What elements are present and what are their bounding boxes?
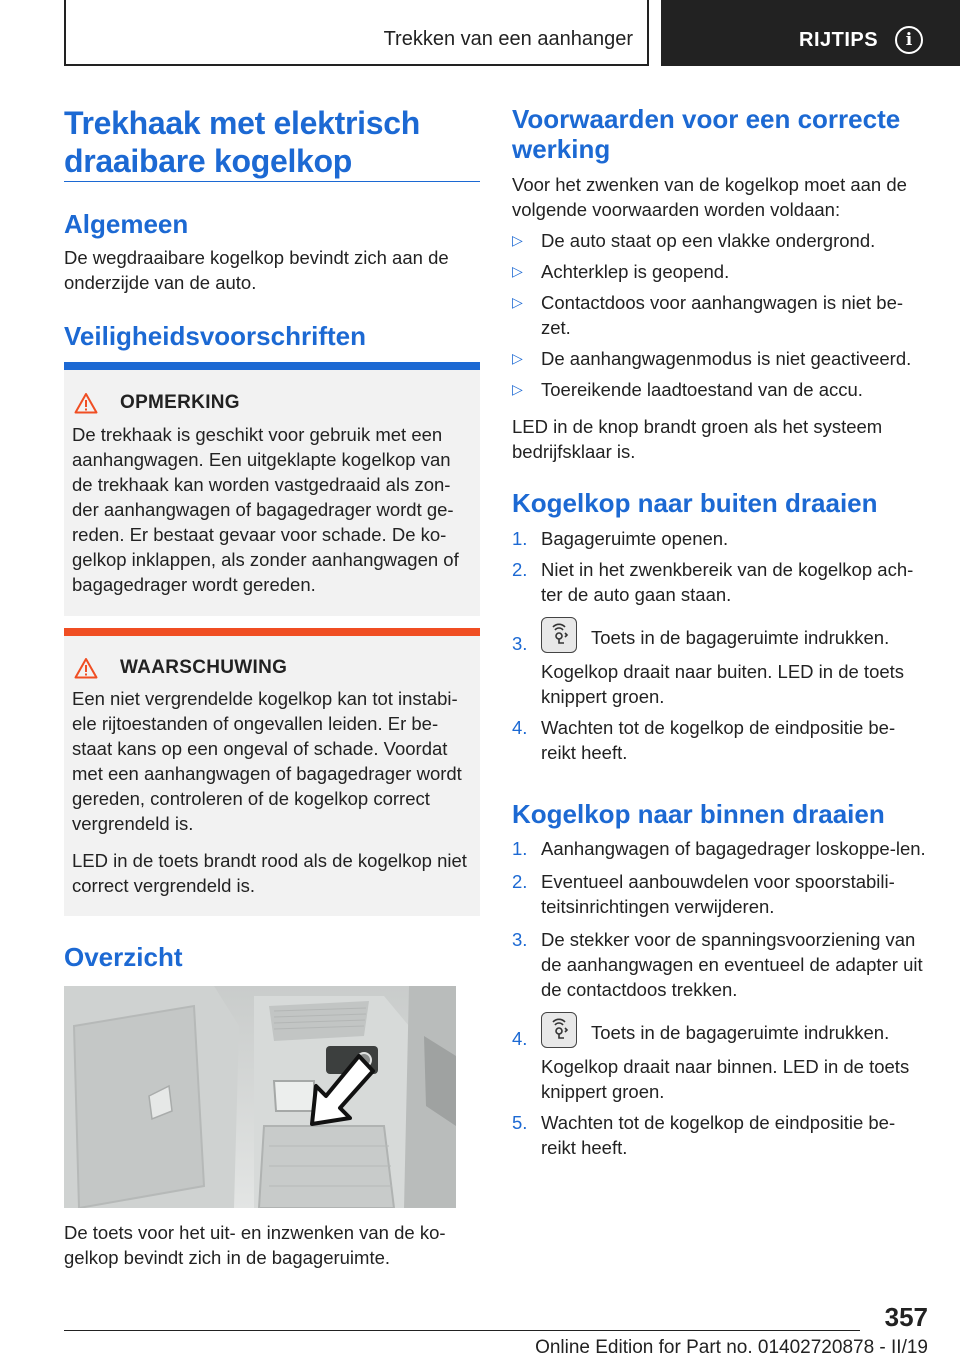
out-step: 4. Wachten tot de kogelkop de eindpositie be-reikt heeft. (512, 717, 896, 763)
footer-rule (64, 1330, 860, 1331)
trailer-hitch-button-icon (541, 617, 577, 653)
footer-edition: Online Edition for Part no. 01402720878 - II/19 (535, 1337, 928, 1358)
info-icon: i (895, 26, 923, 54)
warning-text: Een niet vergrendelde kogelkop kan tot instabi-ele rijtoestanden of ongevallen leiden. Er be-staat kans op een ongeval of schade. Voordat met een aanhangwagen of bagagedrager wordt gereden, controleren of de kogelkop correct vergrendeld is. (72, 688, 462, 834)
triangle-bullet-icon: ▷ (512, 263, 523, 279)
notice-header (74, 392, 240, 414)
conditions-intro: Voor het zwenken van de kogelkop moet aan de volgende voorwaarden worden voldaan: (512, 174, 907, 220)
notice-bar (64, 362, 480, 370)
led-text: LED in de knop brandt groen als het systeem bedrijfsklaar is. (512, 416, 883, 462)
in-heading: Kogelkop naar binnen draaien (512, 799, 885, 829)
triangle-bullet-icon: ▷ (512, 232, 523, 248)
title-rule (64, 181, 480, 182)
photo-caption: De toets voor het uit- en inzwenken van de ko-gelkop bevindt zich in de bagageruimte. (64, 1222, 446, 1268)
out-heading: Kogelkop naar buiten draaien (512, 488, 878, 518)
out-step: 3. Toets in de bagageruimte indrukken. Kogelkop draait naar buiten. LED in de toets knippert groen. (512, 621, 928, 709)
header-chapter-title: RIJTIPS (799, 29, 879, 51)
triangle-bullet-icon: ▷ (512, 381, 523, 397)
general-heading: Algemeen (64, 209, 189, 239)
condition-item: ▷ Toereikende laadtoestand van de accu. (512, 379, 863, 400)
out-steps (512, 526, 928, 765)
warning-header (74, 657, 287, 679)
trunk-photo (64, 986, 456, 1208)
notice-box (64, 362, 480, 616)
out-step-result: Kogelkop draait naar buiten. LED in de toets knippert groen. (541, 661, 905, 707)
in-step: 5. Wachten tot de kogelkop de eindpositie be-reikt heeft. (512, 1112, 896, 1158)
header-section-title: Trekken van een aanhanger (383, 28, 633, 50)
warning-bar (64, 628, 480, 636)
triangle-bullet-icon: ▷ (512, 294, 523, 310)
main-title: Trekhaak met elektrisch draaibare kogelkop (64, 105, 420, 179)
out-step: 1. Bagageruimte openen. (512, 528, 729, 549)
conditions-heading: Voorwaarden voor een correcte werking (512, 104, 901, 164)
warning-title: WAARSCHUWING (120, 657, 288, 678)
out-step: 2. Niet in het zwenkbereik van de kogelkop ach-ter de auto gaan staan. (512, 559, 914, 605)
condition-item: ▷ De auto staat op een vlakke ondergrond. (512, 230, 876, 251)
in-step: 4. Toets in de bagageruimte indrukken. Kogelkop draait naar binnen. LED in de toets knippert groen. (512, 1016, 928, 1104)
trailer-hitch-button-icon (541, 1012, 577, 1048)
condition-item: ▷ De aanhangwagenmodus is niet geactiveerd. (512, 348, 912, 369)
in-step: 2. Eventueel aanbouwdelen voor spoorstabili-teitsinrichtingen verwijderen. (512, 871, 895, 917)
in-steps (512, 836, 928, 1160)
notice-title: OPMERKING (120, 392, 240, 413)
conditions-list (512, 228, 928, 402)
header-section-tab (64, 0, 649, 66)
warning-led-text: LED in de toets brandt rood als de kogelkop niet correct vergrendeld is. (72, 850, 467, 896)
header-chapter-tab (661, 0, 960, 66)
warning-triangle-icon (74, 657, 98, 679)
safety-heading: Veiligheidsvoorschriften (64, 321, 366, 351)
in-step-result: Kogelkop draait naar binnen. LED in de toets knippert groen. (541, 1056, 910, 1102)
general-text: De wegdraaibare kogelkop bevindt zich aan de onderzijde van de auto. (64, 247, 449, 293)
in-step: 1. Aanhangwagen of bagagedrager loskoppe-len. (512, 838, 926, 859)
warning-triangle-icon (74, 392, 98, 414)
triangle-bullet-icon: ▷ (512, 350, 523, 366)
condition-item: ▷ Achterklep is geopend. (512, 261, 730, 282)
page-number: 357 (884, 1302, 928, 1332)
overview-heading: Overzicht (64, 942, 183, 972)
warning-box (64, 628, 480, 916)
notice-text: De trekhaak is geschikt voor gebruik met een aanhangwagen. Een uitgeklapte kogelkop van de trekhaak kan worden vastgedraaid als zon-der aanhangwagen of bagagedrager wordt ge-reden. Er bestaat gevaar voor schade. De ko-gelkop inklappen, als zonder aanhangwagen of bagagedrager wordt gereden. (72, 424, 459, 595)
in-step: 3. De stekker voor de spanningsvoorziening van de aanhangwagen en eventueel de adapter uit de contactdoos trekken. (512, 929, 923, 1000)
condition-item: ▷ Contactdoos voor aanhangwagen is niet be-zet. (512, 292, 904, 338)
